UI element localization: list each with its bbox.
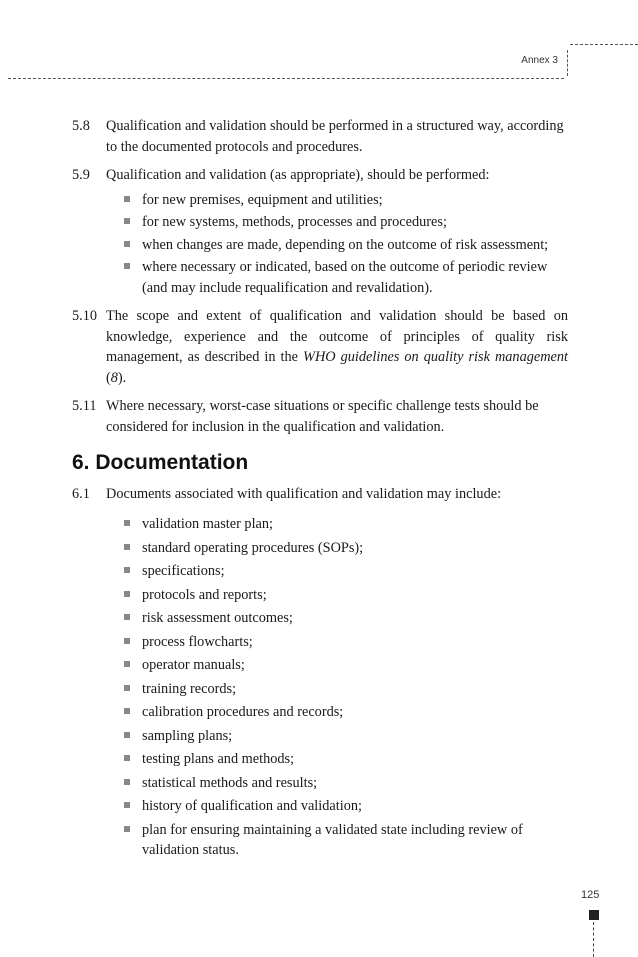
paragraph-number: 5.8 xyxy=(72,118,90,134)
header-dash-rule xyxy=(8,78,564,79)
list-item: risk assessment outcomes; xyxy=(124,608,568,629)
bullet-list-6-1 xyxy=(72,514,568,861)
footer-dash-vertical xyxy=(593,922,594,957)
annex-label: Annex 3 xyxy=(521,55,558,66)
paragraph-number: 5.9 xyxy=(72,167,90,183)
list-item: where necessary or indicated, based on the outcome of periodic review (and may include requalification and revalidation). xyxy=(124,257,568,298)
page-number: 125 xyxy=(581,889,600,901)
square-bullet-icon xyxy=(124,241,130,247)
list-item: specifications; xyxy=(124,561,568,582)
square-bullet-icon xyxy=(124,779,130,785)
list-item: history of qualification and validation; xyxy=(124,796,568,817)
list-item: when changes are made, depending on the outcome of risk assessment; xyxy=(124,235,568,256)
paragraph-5-8 xyxy=(72,116,568,157)
paragraph-number: 6.1 xyxy=(72,485,90,502)
square-bullet-icon xyxy=(124,802,130,808)
list-item: operator manuals; xyxy=(124,655,568,676)
square-bullet-icon xyxy=(124,614,130,620)
list-item: plan for ensuring maintaining a validated state including review of validation status. xyxy=(124,820,568,861)
list-item: testing plans and methods; xyxy=(124,749,568,770)
paragraph-number: 5.11 xyxy=(72,398,97,414)
list-item: training records; xyxy=(124,679,568,700)
page-content xyxy=(72,116,568,869)
square-bullet-icon xyxy=(124,638,130,644)
paragraph-number: 5.10 xyxy=(72,308,98,324)
header-dash-top xyxy=(570,44,638,45)
bullet-list-5-9 xyxy=(72,190,568,299)
italic-title: WHO guidelines on quality risk management xyxy=(303,349,568,365)
square-bullet-icon xyxy=(124,661,130,667)
list-item: validation master plan; xyxy=(124,514,568,535)
paragraph-text: The scope and extent of qualification and validation should be based on knowledge, experience and the outcome of principles of quality risk management, as described in the WHO guidelines on quality risk management (8). xyxy=(106,308,568,386)
list-item: for new premises, equipment and utilities; xyxy=(124,190,568,211)
list-item: calibration procedures and records; xyxy=(124,702,568,723)
square-bullet-icon xyxy=(124,591,130,597)
square-bullet-icon xyxy=(124,755,130,761)
square-bullet-icon xyxy=(124,263,130,269)
square-bullet-icon xyxy=(124,218,130,224)
square-bullet-icon xyxy=(124,708,130,714)
square-bullet-icon xyxy=(124,732,130,738)
list-item: process flowcharts; xyxy=(124,632,568,653)
paragraph-text: Qualification and validation should be performed in a structured way, according to the documented protocols and procedures. xyxy=(106,118,564,155)
paragraph-text: Qualification and validation (as appropriate), should be performed: xyxy=(106,167,490,183)
square-bullet-icon xyxy=(124,826,130,832)
paragraph-text: Where necessary, worst-case situations or specific challenge tests should be considered for inclusion in the qualification and validation. xyxy=(106,398,539,435)
section-heading: 6. Documentation xyxy=(72,451,249,474)
paragraph-6-1 xyxy=(72,484,568,505)
square-bullet-icon xyxy=(124,196,130,202)
list-item: for new systems, methods, processes and procedures; xyxy=(124,212,568,233)
footer-square-marker xyxy=(589,910,599,920)
square-bullet-icon xyxy=(124,567,130,573)
paragraph-5-11 xyxy=(72,396,568,437)
list-item: sampling plans; xyxy=(124,726,568,747)
square-bullet-icon xyxy=(124,544,130,550)
square-bullet-icon xyxy=(124,520,130,526)
reference-number: 8 xyxy=(110,369,118,386)
paragraph-5-9 xyxy=(72,165,568,186)
list-item: protocols and reports; xyxy=(124,585,568,606)
list-item: statistical methods and results; xyxy=(124,773,568,794)
paragraph-5-10 xyxy=(72,306,568,388)
paragraph-text: Documents associated with qualification and validation may include: xyxy=(106,485,502,502)
list-item: standard operating procedures (SOPs); xyxy=(124,538,568,559)
header-dash-vertical xyxy=(567,50,568,76)
square-bullet-icon xyxy=(124,685,130,691)
